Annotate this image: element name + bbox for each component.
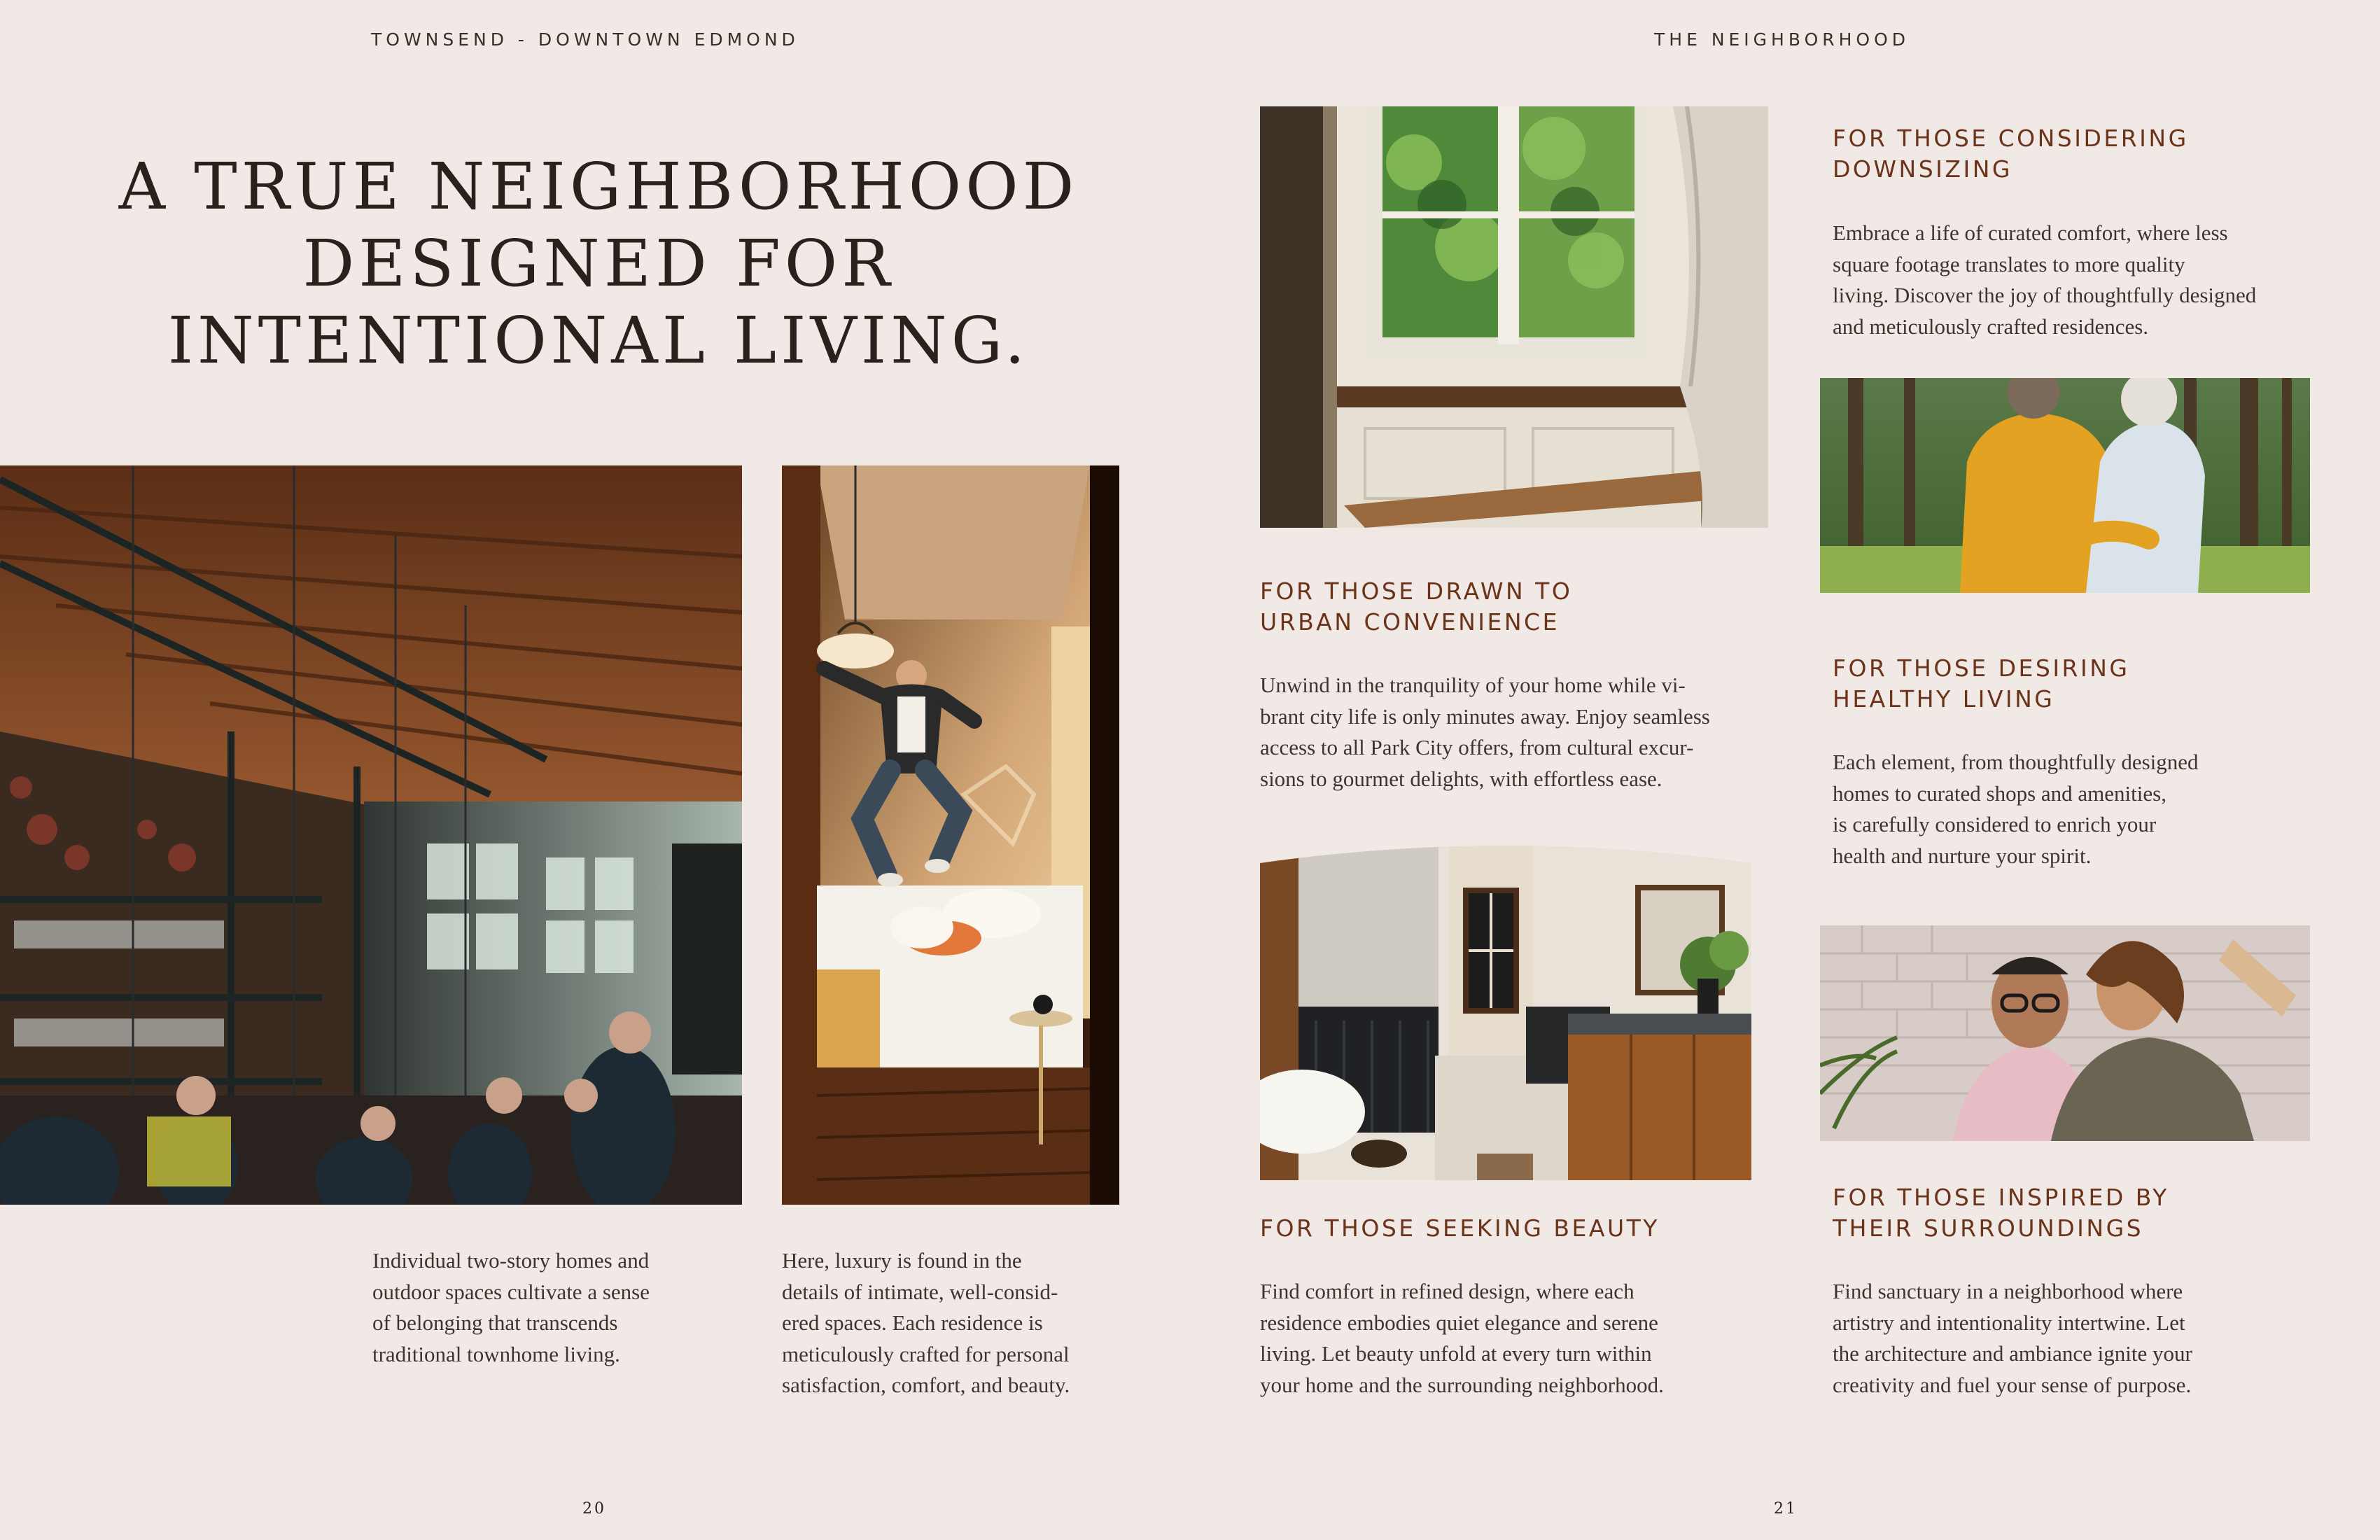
- heading-line: FOR THOSE CONSIDERING: [1833, 125, 2189, 152]
- caption-line: traditional townhome living.: [372, 1341, 620, 1366]
- body-line: Embrace a life of curated comfort, where less: [1833, 220, 2228, 245]
- heading-urban-convenience: [1260, 576, 1572, 638]
- body-downsizing: [1833, 218, 2256, 342]
- couple-forest-photo: [1820, 378, 2310, 593]
- caption-homes: [372, 1245, 650, 1370]
- heading-line: DOWNSIZING: [1833, 155, 2012, 183]
- body-line: living. Let beauty unfold at every turn within: [1260, 1341, 1652, 1366]
- heading-healthy-living: [1833, 653, 2129, 715]
- headline-line: INTENTIONAL LIVING.: [167, 303, 1030, 378]
- body-line: sions to gourmet delights, with effortless ease.: [1260, 766, 1662, 791]
- bathroom-photo: [1260, 846, 1751, 1180]
- body-line: your home and the surrounding neighborhood.: [1260, 1372, 1664, 1397]
- body-line: is carefully considered to enrich your: [1833, 812, 2157, 836]
- body-line: Find sanctuary in a neighborhood where: [1833, 1279, 2183, 1303]
- body-line: homes to curated shops and amenities,: [1833, 780, 2166, 806]
- heading-line: THEIR SURROUNDINGS: [1833, 1214, 2144, 1242]
- window-seat-photo: [1260, 106, 1768, 528]
- body-line: creativity and fuel your sense of purpose.: [1833, 1372, 2192, 1397]
- caption-line: satisfaction, comfort, and beauty.: [782, 1373, 1070, 1397]
- caption-line: outdoor spaces cultivate a sense: [372, 1279, 650, 1304]
- couple-laughing-photo: [1820, 925, 2310, 1141]
- caption-line: meticulously crafted for personal: [782, 1341, 1070, 1366]
- heading-seeking-beauty: [1260, 1213, 1660, 1244]
- page-headline: [42, 148, 1155, 379]
- body-inspired-surroundings: [1833, 1276, 2192, 1401]
- caption-line: of belonging that transcends: [372, 1310, 618, 1335]
- page-number-left: 20: [582, 1500, 606, 1518]
- body-seeking-beauty: [1260, 1276, 1664, 1401]
- body-line: square footage translates to more quality: [1833, 251, 2185, 276]
- heading-downsizing: [1833, 123, 2189, 185]
- body-urban-convenience: [1260, 670, 1710, 794]
- page-number-right: 21: [1774, 1500, 1798, 1518]
- running-header-right: THE NEIGHBORHOOD: [1654, 29, 1910, 50]
- body-line: living. Discover the joy of thoughtfully designed: [1833, 283, 2257, 307]
- heading-line: FOR THOSE DRAWN TO: [1260, 578, 1573, 605]
- caption-line: Here, luxury is found in the: [782, 1248, 1022, 1273]
- body-line: access to all Park City offers, from cultural excur-: [1260, 735, 1694, 760]
- heading-line: FOR THOSE INSPIRED BY: [1833, 1184, 2169, 1211]
- heading-inspired-surroundings: [1833, 1182, 2169, 1244]
- headline-line: DESIGNED FOR: [302, 226, 895, 301]
- body-line: health and nurture your spirit.: [1833, 843, 2092, 868]
- body-line: Each element, from thoughtfully designed: [1833, 750, 2199, 774]
- caption-line: ered spaces. Each residence is: [782, 1310, 1043, 1335]
- body-line: brant city life is only minutes away. Enjoy seamless: [1260, 704, 1710, 729]
- running-header-left: TOWNSEND - DOWNTOWN EDMOND: [371, 29, 799, 50]
- bedroom-jump-photo: [782, 465, 1119, 1205]
- body-line: Unwind in the tranquility of your home while vi-: [1260, 673, 1686, 697]
- body-line: residence embodies quiet elegance and serene: [1260, 1310, 1658, 1335]
- caption-line: details of intimate, well-consid-: [782, 1279, 1058, 1304]
- body-line: and meticulously crafted residences.: [1833, 314, 2149, 339]
- body-line: the architecture and ambiance ignite your: [1833, 1341, 2192, 1366]
- cafe-interior-photo: [0, 465, 742, 1205]
- body-line: artistry and intentionality intertwine. Let: [1833, 1310, 2185, 1335]
- headline-line: A TRUE NEIGHBORHOOD: [118, 149, 1079, 224]
- heading-line: HEALTHY LIVING: [1833, 685, 2055, 713]
- caption-line: Individual two-story homes and: [372, 1248, 650, 1273]
- heading-line: FOR THOSE SEEKING BEAUTY: [1260, 1214, 1660, 1242]
- heading-line: URBAN CONVENIENCE: [1260, 608, 1560, 636]
- body-healthy-living: [1833, 747, 2199, 872]
- caption-luxury: [782, 1245, 1070, 1401]
- heading-line: FOR THOSE DESIRING: [1833, 654, 2130, 682]
- body-line: Find comfort in refined design, where each: [1260, 1279, 1634, 1303]
